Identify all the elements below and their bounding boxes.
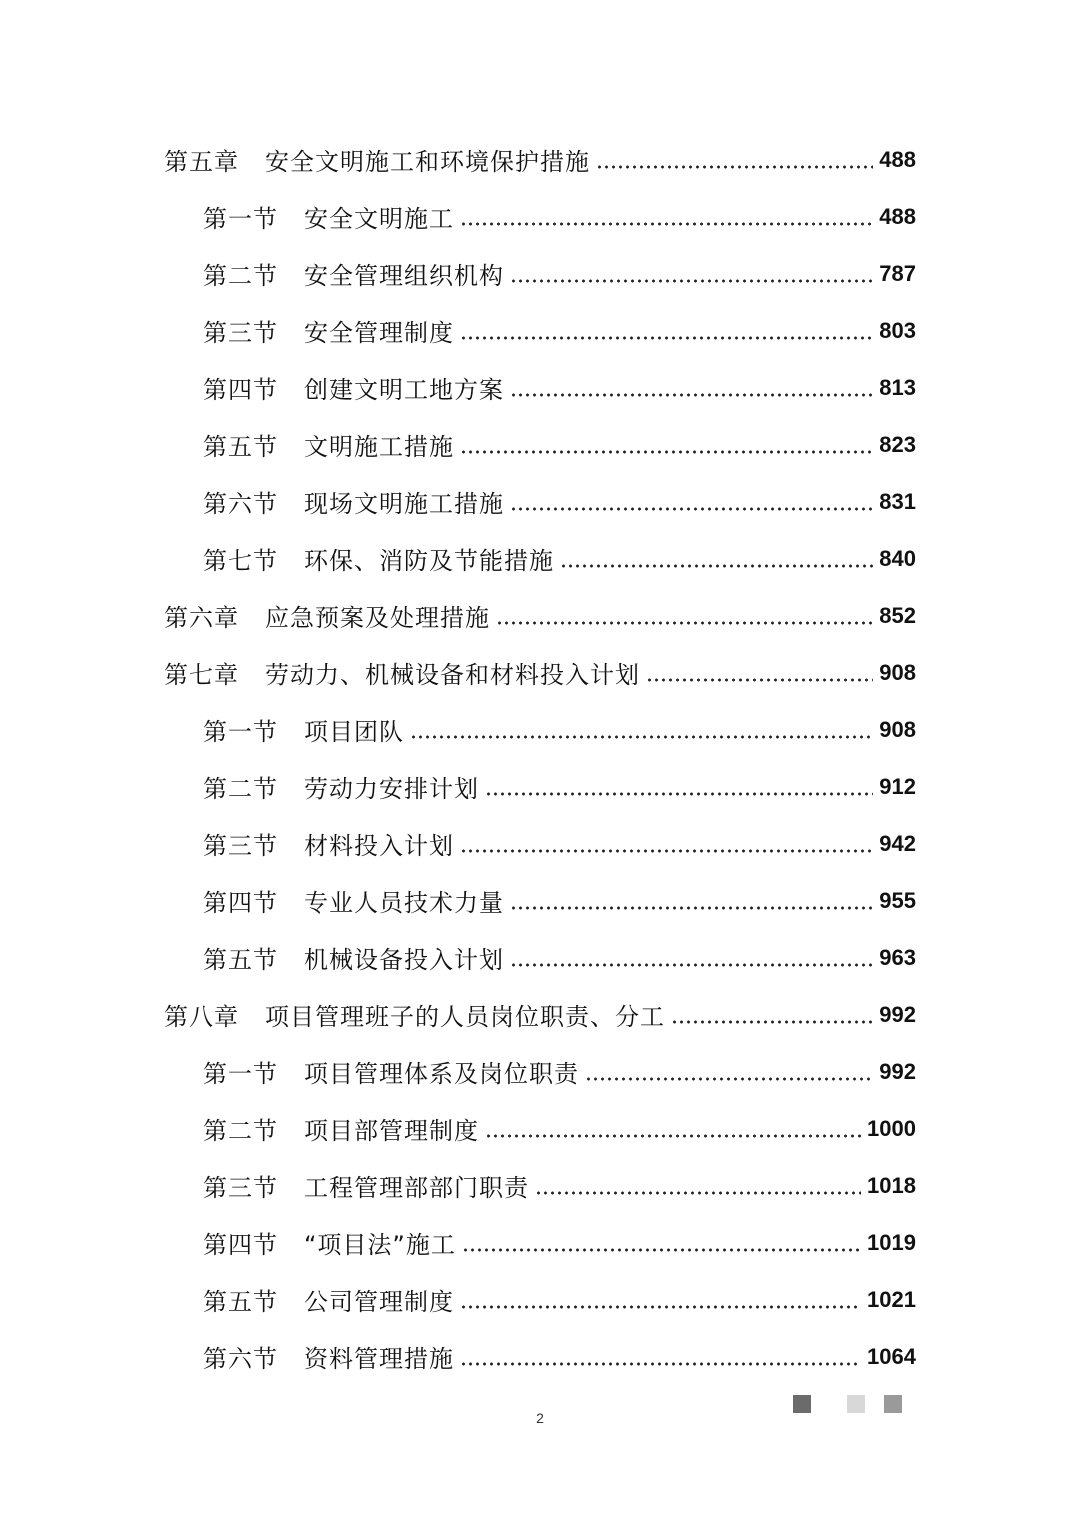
toc-entry-page-number: 787	[879, 260, 916, 286]
toc-section-entry[interactable]	[0, 872, 1080, 929]
dot-leader	[460, 449, 873, 455]
toc-entry-page-number: 955	[879, 887, 916, 913]
toc-entry-label: 第二节	[203, 775, 278, 803]
toc-entry-label: 第五章	[164, 148, 239, 176]
toc-section-entry[interactable]	[0, 302, 1080, 359]
toc-entry-label: 第八章	[164, 1003, 239, 1031]
toc-section-entry[interactable]	[0, 929, 1080, 986]
toc-entry-page-number: 942	[879, 830, 916, 856]
toc-entry-label: 第七节	[203, 547, 278, 575]
toc-entry-title: 项目管理体系及岗位职责	[304, 1060, 579, 1088]
dot-leader	[485, 791, 873, 797]
dot-leader	[410, 734, 873, 740]
toc-entry-title: 项目管理班子的人员岗位职责、分工	[265, 1003, 665, 1031]
dot-leader	[460, 848, 873, 854]
page-number: 2	[536, 1410, 544, 1426]
toc-entry-page-number: 831	[879, 488, 916, 514]
toc-section-entry[interactable]	[0, 416, 1080, 473]
toc-entry-label: 第一节	[203, 1060, 278, 1088]
dot-leader	[535, 1190, 861, 1196]
toc-entry-label: 第三节	[203, 832, 278, 860]
toc-entry-page-number: 488	[879, 146, 916, 172]
toc-entry-page-number: 823	[879, 431, 916, 457]
toc-entry-label: 第一节	[203, 205, 278, 233]
dot-leader	[510, 392, 873, 398]
toc-section-entry[interactable]	[0, 1214, 1080, 1271]
toc-section-entry[interactable]	[0, 701, 1080, 758]
toc-entry-title: 安全管理制度	[304, 319, 454, 347]
toc-entry-page-number: 840	[879, 545, 916, 571]
toc-entry-title: 专业人员技术力量	[304, 889, 504, 917]
toc-entry-page-number: 852	[879, 602, 916, 628]
footer-decoration-square	[847, 1395, 865, 1413]
toc-section-entry[interactable]	[0, 245, 1080, 302]
toc-entry-label: 第一节	[203, 718, 278, 746]
toc-entry-title: 劳动力、机械设备和材料投入计划	[265, 661, 640, 689]
dot-leader	[596, 164, 873, 170]
toc-entry-page-number: 813	[879, 374, 916, 400]
dot-leader	[462, 1247, 861, 1253]
toc-entry-title: 机械设备投入计划	[304, 946, 504, 974]
toc-entry-page-number: 908	[879, 716, 916, 742]
toc-section-entry[interactable]	[0, 359, 1080, 416]
footer-decoration-square	[793, 1395, 811, 1413]
toc-section-entry[interactable]	[0, 758, 1080, 815]
toc-entry-label: 第六节	[203, 490, 278, 518]
dot-leader	[460, 1361, 861, 1367]
toc-entry-page-number: 992	[879, 1058, 916, 1084]
toc-chapter-entry[interactable]	[0, 131, 1080, 188]
toc-entry-label: 第六节	[203, 1345, 278, 1373]
toc-section-entry[interactable]	[0, 815, 1080, 872]
dot-leader	[671, 1019, 873, 1025]
toc-entry-page-number: 1018	[867, 1172, 916, 1198]
toc-entry-title: 安全管理组织机构	[304, 262, 504, 290]
toc-section-entry[interactable]	[0, 1157, 1080, 1214]
footer-decoration-square	[884, 1395, 902, 1413]
toc-entry-label: 第四节	[203, 889, 278, 917]
toc-entry-label: 第二节	[203, 1117, 278, 1145]
dot-leader	[510, 905, 873, 911]
toc-entry-page-number: 1000	[867, 1115, 916, 1141]
dot-leader	[510, 506, 873, 512]
toc-entry-title: 项目团队	[304, 718, 404, 746]
dot-leader	[460, 335, 873, 341]
toc-entry-page-number: 1064	[867, 1343, 916, 1369]
toc-entry-label: 第四节	[203, 1231, 278, 1259]
dot-leader	[496, 620, 873, 626]
toc-entry-title: 创建文明工地方案	[304, 376, 504, 404]
toc-section-entry[interactable]	[0, 1271, 1080, 1328]
toc-entry-page-number: 992	[879, 1001, 916, 1027]
toc-entry-title: 工程管理部部门职责	[304, 1174, 529, 1202]
dot-leader	[560, 563, 873, 569]
dot-leader	[646, 677, 873, 683]
toc-entry-page-number: 1021	[867, 1286, 916, 1312]
dot-leader	[460, 1304, 861, 1310]
toc-entry-title: 资料管理措施	[304, 1345, 454, 1373]
toc-section-entry[interactable]	[0, 1100, 1080, 1157]
dot-leader	[485, 1133, 861, 1139]
toc-entry-page-number: 803	[879, 317, 916, 343]
toc-entry-title: 应急预案及处理措施	[265, 604, 490, 632]
toc-entry-label: 第五节	[203, 1288, 278, 1316]
toc-section-entry[interactable]	[0, 1043, 1080, 1100]
toc-entry-title: 项目部管理制度	[304, 1117, 479, 1145]
toc-section-entry[interactable]	[0, 188, 1080, 245]
toc-entry-label: 第二节	[203, 262, 278, 290]
toc-entry-title: 环保、消防及节能措施	[304, 547, 554, 575]
dot-leader	[460, 221, 873, 227]
toc-entry-page-number: 912	[879, 773, 916, 799]
toc-entry-title: 劳动力安排计划	[304, 775, 479, 803]
toc-entry-title: 文明施工措施	[304, 433, 454, 461]
table-of-contents	[0, 131, 1080, 1385]
toc-chapter-entry[interactable]	[0, 986, 1080, 1043]
toc-section-entry[interactable]	[0, 473, 1080, 530]
toc-entry-title: “项目法”施工	[304, 1231, 456, 1259]
toc-entry-page-number: 1019	[867, 1229, 916, 1255]
toc-section-entry[interactable]	[0, 530, 1080, 587]
toc-entry-page-number: 908	[879, 659, 916, 685]
toc-entry-label: 第七章	[164, 661, 239, 689]
dot-leader	[510, 962, 873, 968]
toc-entry-title: 公司管理制度	[304, 1288, 454, 1316]
toc-section-entry[interactable]	[0, 1328, 1080, 1385]
toc-entry-page-number: 963	[879, 944, 916, 970]
toc-entry-label: 第五节	[203, 946, 278, 974]
toc-chapter-entry[interactable]	[0, 587, 1080, 644]
toc-entry-label: 第三节	[203, 1174, 278, 1202]
dot-leader	[510, 278, 873, 284]
toc-entry-label: 第四节	[203, 376, 278, 404]
toc-entry-label: 第五节	[203, 433, 278, 461]
toc-entry-title: 安全文明施工和环境保护措施	[265, 148, 590, 176]
toc-entry-title: 现场文明施工措施	[304, 490, 504, 518]
toc-entry-title: 材料投入计划	[304, 832, 454, 860]
dot-leader	[585, 1076, 873, 1082]
toc-entry-page-number: 488	[879, 203, 916, 229]
toc-entry-label: 第六章	[164, 604, 239, 632]
toc-entry-label: 第三节	[203, 319, 278, 347]
toc-chapter-entry[interactable]	[0, 644, 1080, 701]
toc-entry-title: 安全文明施工	[304, 205, 454, 233]
